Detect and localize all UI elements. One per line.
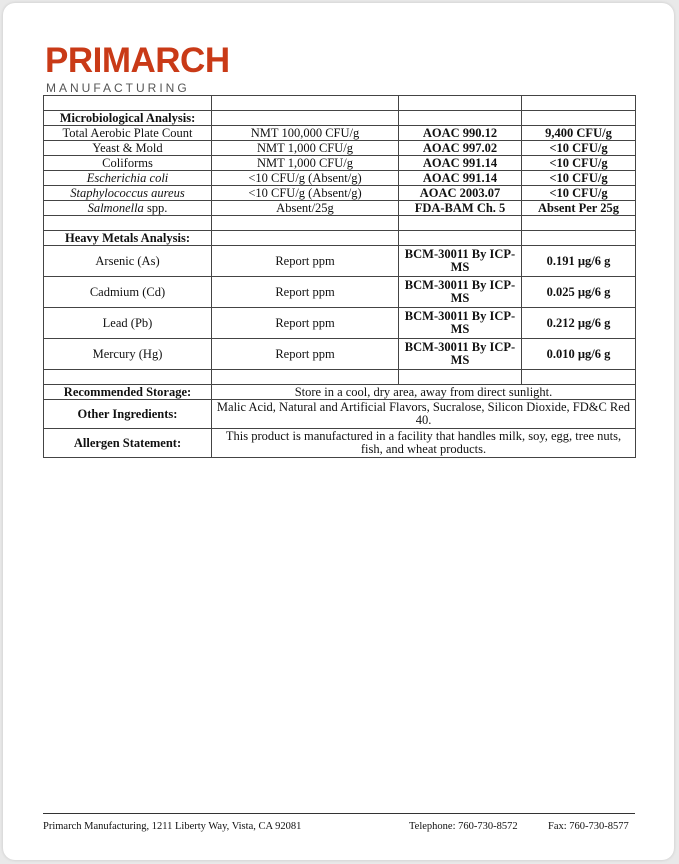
footer-divider xyxy=(43,813,635,814)
test-name-suffix: spp. xyxy=(143,200,168,215)
test-result: <10 CFU/g xyxy=(522,171,636,186)
ingredients-row xyxy=(44,400,636,429)
test-method: AOAC 2003.07 xyxy=(399,186,522,201)
metal-result: 0.025 µg/6 g xyxy=(522,277,636,308)
test-method: AOAC 990.12 xyxy=(399,126,522,141)
table-row xyxy=(44,156,636,171)
storage-row xyxy=(44,385,636,400)
specification-table xyxy=(43,95,636,458)
footer-telephone: Telephone: 760-730-8572 xyxy=(409,821,518,832)
metals-header-row xyxy=(44,231,636,246)
test-spec: NMT 1,000 CFU/g xyxy=(212,156,399,171)
test-method: AOAC 991.14 xyxy=(399,171,522,186)
test-method: AOAC 991.14 xyxy=(399,156,522,171)
test-name: Yeast & Mold xyxy=(44,141,212,156)
test-spec: NMT 1,000 CFU/g xyxy=(212,141,399,156)
metal-spec: Report ppm xyxy=(212,339,399,370)
metal-method: BCM-30011 By ICP-MS xyxy=(399,308,522,339)
micro-header-row xyxy=(44,111,636,126)
table-row xyxy=(44,186,636,201)
allergen-row xyxy=(44,429,636,458)
table-row xyxy=(44,141,636,156)
allergen-value: This product is manufactured in a facility that handles milk, soy, egg, tree nuts, fish, and wheat products. xyxy=(212,429,636,458)
test-method: FDA-BAM Ch. 5 xyxy=(399,201,522,216)
test-spec: <10 CFU/g (Absent/g) xyxy=(212,186,399,201)
table-row xyxy=(44,126,636,141)
table-row xyxy=(44,246,636,277)
logo-subtitle: MANUFACTURING xyxy=(46,81,190,95)
metal-name: Mercury (Hg) xyxy=(44,339,212,370)
table-row xyxy=(44,308,636,339)
metal-result: 0.010 µg/6 g xyxy=(522,339,636,370)
test-spec: NMT 100,000 CFU/g xyxy=(212,126,399,141)
test-spec: Absent/25g xyxy=(212,201,399,216)
table-row xyxy=(44,277,636,308)
metal-spec: Report ppm xyxy=(212,308,399,339)
test-name: Escherichia coli xyxy=(44,171,212,186)
test-result: 9,400 CFU/g xyxy=(522,126,636,141)
metal-spec: Report ppm xyxy=(212,277,399,308)
metal-method: BCM-30011 By ICP-MS xyxy=(399,277,522,308)
test-result: Absent Per 25g xyxy=(522,201,636,216)
storage-value: Store in a cool, dry area, away from direct sunlight. xyxy=(212,385,636,400)
spacer-row xyxy=(44,96,636,111)
test-name-genus: Salmonella xyxy=(87,200,144,215)
spacer-row xyxy=(44,216,636,231)
footer-fax: Fax: 760-730-8577 xyxy=(548,821,629,832)
metal-method: BCM-30011 By ICP-MS xyxy=(399,246,522,277)
logo-name: PRIMARCH xyxy=(45,41,230,80)
metal-name: Lead (Pb) xyxy=(44,308,212,339)
footer-address: Primarch Manufacturing, 1211 Liberty Way, Vista, CA 92081 xyxy=(43,821,302,832)
metal-result: 0.212 µg/6 g xyxy=(522,308,636,339)
ingredients-value: Malic Acid, Natural and Artificial Flavors, Sucralose, Silicon Dioxide, FD&C Red 40. xyxy=(212,400,636,429)
test-result: <10 CFU/g xyxy=(522,156,636,171)
metals-header: Heavy Metals Analysis: xyxy=(44,231,212,246)
test-name xyxy=(44,201,212,216)
metal-name: Arsenic (As) xyxy=(44,246,212,277)
metal-name: Cadmium (Cd) xyxy=(44,277,212,308)
spacer-row xyxy=(44,370,636,385)
metal-result: 0.191 µg/6 g xyxy=(522,246,636,277)
table-row xyxy=(44,201,636,216)
test-spec: <10 CFU/g (Absent/g) xyxy=(212,171,399,186)
test-name: Total Aerobic Plate Count xyxy=(44,126,212,141)
test-name: Staphylococcus aureus xyxy=(44,186,212,201)
table-row xyxy=(44,339,636,370)
storage-label: Recommended Storage: xyxy=(44,385,212,400)
micro-header: Microbiological Analysis: xyxy=(44,111,212,126)
ingredients-label: Other Ingredients: xyxy=(44,400,212,429)
company-logo xyxy=(45,43,295,101)
metal-spec: Report ppm xyxy=(212,246,399,277)
test-result: <10 CFU/g xyxy=(522,141,636,156)
test-result: <10 CFU/g xyxy=(522,186,636,201)
metal-method: BCM-30011 By ICP-MS xyxy=(399,339,522,370)
test-name: Coliforms xyxy=(44,156,212,171)
table-row xyxy=(44,171,636,186)
allergen-label: Allergen Statement: xyxy=(44,429,212,458)
test-method: AOAC 997.02 xyxy=(399,141,522,156)
